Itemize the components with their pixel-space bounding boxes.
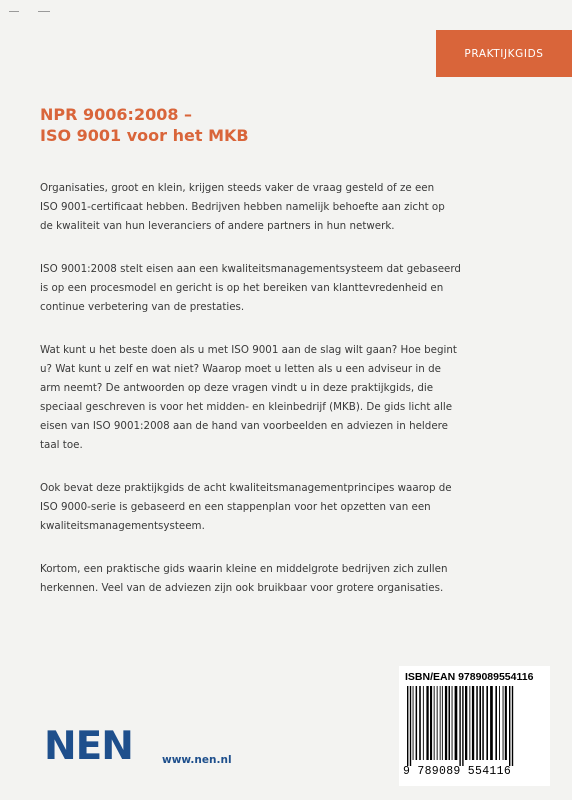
barcode-bars bbox=[405, 686, 544, 766]
barcode-bar bbox=[434, 686, 435, 760]
text-line: continue verbetering van de prestaties. bbox=[40, 301, 245, 313]
barcode-bar bbox=[430, 686, 432, 760]
text-line: Wat kunt u het beste doen als u met ISO 9001 aan de slag wilt gaan? Hoe begint bbox=[40, 344, 457, 356]
barcode-bar bbox=[423, 686, 424, 760]
barcode-bar bbox=[482, 686, 484, 760]
title-line-2: ISO 9001 voor het MKB bbox=[40, 126, 249, 145]
text-line: eisen van ISO 9001:2008 aan de hand van voorbeelden en adviezen in heldere bbox=[40, 420, 449, 432]
text-line: Kortom, een praktische gids waarin kleine en middelgrote bedrijven zich zullen bbox=[40, 563, 448, 575]
text-line: kwaliteitsmanagementsysteem. bbox=[40, 520, 205, 532]
text-line: is op een procesmodel en gericht is op het bereiken van klanttevredenheid en bbox=[40, 282, 444, 294]
barcode-bar bbox=[452, 686, 453, 760]
text-line: ISO 9001-certificaat hebben. Bedrijven hebben namelijk behoefte aan zicht op bbox=[40, 201, 445, 213]
barcode-bar bbox=[416, 686, 418, 760]
text-line: arm neemt? De antwoorden op deze vragen vindt u in deze praktijkgids, die bbox=[40, 382, 434, 394]
barcode-bar bbox=[419, 686, 421, 760]
barcode-bar bbox=[472, 686, 474, 760]
barcode-bar bbox=[410, 686, 411, 766]
text-line: speciaal geschreven is voor het midden- en kleinbedrijf (MKB). De gids licht alle bbox=[40, 401, 453, 413]
series-label-text: PRAKTIJKGIDS bbox=[464, 47, 544, 60]
barcode-bar bbox=[495, 686, 497, 760]
text-line: u? Wat kunt u zelf en wat niet? Waarop moet u letten als u een adviseur in de bbox=[40, 363, 441, 375]
barcode-bar bbox=[442, 686, 443, 760]
barcode-bar bbox=[455, 686, 458, 760]
text-line: herkennen. Veel van de adviezen zijn ook bruikbaar voor grotere organisaties. bbox=[40, 582, 444, 594]
crop-mark-left bbox=[9, 11, 19, 12]
text-line: de kwaliteit van hun leveranciers of andere partners in hun netwerk. bbox=[40, 220, 395, 232]
barcode-bar bbox=[445, 686, 447, 760]
text-line: taal toe. bbox=[40, 439, 83, 451]
barcode-bar bbox=[440, 686, 441, 760]
barcode-bar bbox=[469, 686, 470, 760]
barcode-bar bbox=[479, 686, 481, 760]
barcode-bar bbox=[490, 686, 493, 760]
barcode-bar bbox=[462, 686, 463, 766]
barcode-bar bbox=[459, 686, 460, 766]
barcode-bar bbox=[413, 686, 414, 760]
website-url: www.nen.nl bbox=[162, 754, 232, 766]
barcode bbox=[399, 666, 550, 786]
barcode-bar bbox=[449, 686, 451, 760]
barcode-bar bbox=[512, 686, 513, 766]
paragraph-1 bbox=[40, 179, 445, 236]
text-line: ISO 9001:2008 stelt eisen aan een kwaliteitsmanagementsysteem dat gebaseerd bbox=[40, 263, 461, 275]
barcode-bar bbox=[503, 686, 504, 760]
text-line: Ook bevat deze praktijkgids de acht kwaliteitsmanagementprincipes waarop de bbox=[40, 482, 452, 494]
paragraph-5 bbox=[40, 560, 448, 598]
series-label bbox=[436, 30, 572, 77]
barcode-bar bbox=[465, 686, 467, 760]
ean-digits: 9 789089 554116 bbox=[403, 765, 512, 778]
paragraph-4 bbox=[40, 479, 452, 536]
barcode-bar bbox=[499, 686, 500, 760]
crop-mark-right bbox=[38, 11, 50, 12]
barcode-bar bbox=[437, 686, 438, 760]
nen-logo: NEN bbox=[44, 724, 133, 769]
paragraph-3 bbox=[40, 341, 457, 455]
paragraph-2 bbox=[40, 260, 461, 317]
title-line-1: NPR 9006:2008 – bbox=[40, 105, 193, 124]
barcode-bar bbox=[476, 686, 478, 760]
barcode-bar bbox=[407, 686, 408, 766]
barcode-bar bbox=[426, 686, 428, 760]
isbn-label: ISBN/EAN 9789089554116 bbox=[405, 671, 534, 683]
text-line: Organisaties, groot en klein, krijgen steeds vaker de vraag gesteld of ze een bbox=[40, 182, 435, 194]
book-title bbox=[40, 104, 249, 146]
barcode-bar bbox=[505, 686, 507, 760]
text-line: ISO 9000-serie is gebaseerd en een stappenplan voor het opzetten van een bbox=[40, 501, 431, 513]
barcode-bar bbox=[509, 686, 510, 766]
blurb bbox=[40, 179, 461, 622]
barcode-bar bbox=[486, 686, 488, 760]
